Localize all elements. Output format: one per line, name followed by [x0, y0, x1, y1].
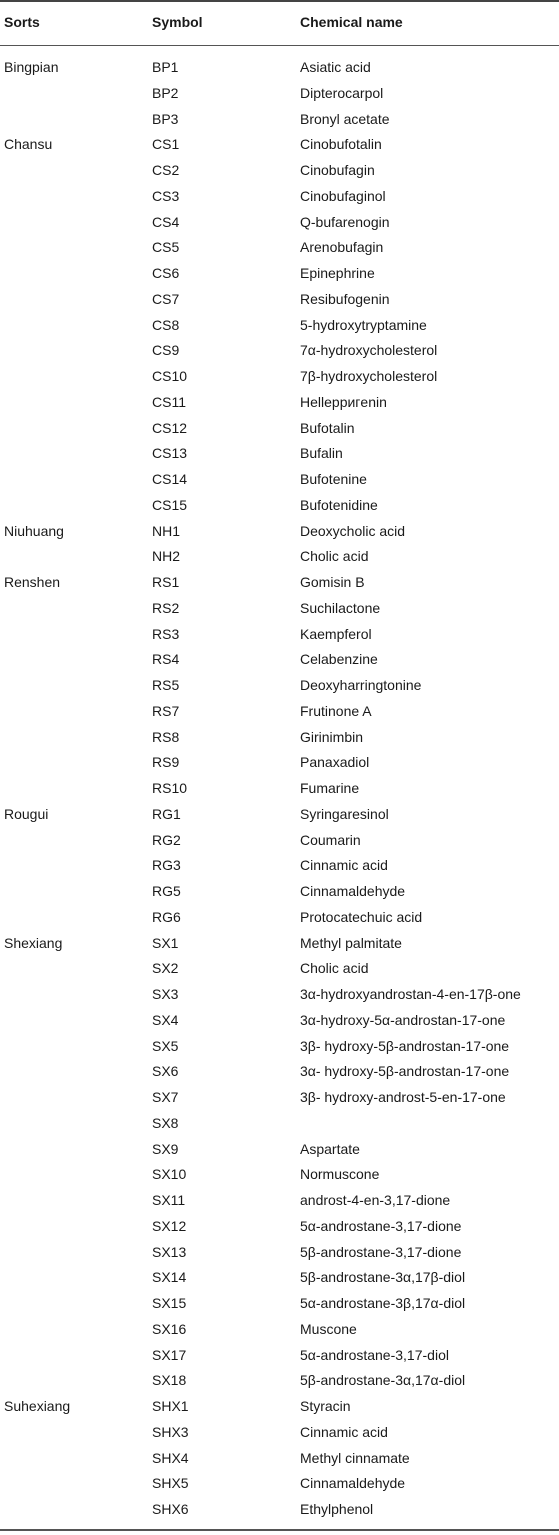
table-row: [0, 571, 559, 597]
table-row: [0, 932, 559, 958]
cell-chemical-name: Cinnamaldehyde: [300, 883, 406, 899]
cell-symbol: SX4: [152, 1011, 179, 1028]
cell-chemical-name: Celabenzine: [300, 651, 378, 668]
cell-sort: Niuhuang: [4, 522, 64, 539]
cell-symbol: BP3: [152, 110, 179, 127]
cell-chemical-name: 3β- hydroxy-androst-5-en-17-one: [300, 1089, 506, 1105]
cell-symbol: CS5: [152, 239, 180, 256]
cell-symbol: SX3: [152, 986, 179, 1002]
cell-chemical-name: Methyl palmitate: [300, 934, 402, 951]
table-row: [0, 545, 559, 571]
cell-chemical-name: Bronyl acetate: [300, 110, 390, 127]
cell-symbol: CS7: [152, 290, 180, 307]
cell-chemical-name: androst-4-en-3,17-dione: [300, 1192, 451, 1208]
cell-chemical-name: Bufotenine: [300, 471, 367, 487]
table-row: [0, 391, 559, 417]
table-row: [0, 1138, 559, 1164]
cell-symbol: CS11: [152, 393, 186, 410]
cell-symbol: RS3: [152, 625, 180, 642]
table-row: [0, 648, 559, 674]
cell-symbol: SHX3: [152, 1423, 189, 1440]
table-row: [0, 623, 559, 649]
cell-symbol: BP2: [152, 84, 179, 101]
table-row: [0, 777, 559, 803]
table-row: [0, 880, 559, 906]
cell-symbol: CS14: [152, 471, 188, 487]
table-row: [0, 133, 559, 159]
cell-symbol: SHX5: [152, 1475, 189, 1492]
cell-symbol: SX12: [152, 1217, 187, 1234]
table-row: [0, 803, 559, 829]
cell-symbol: CS9: [152, 342, 180, 359]
cell-chemical-name: Suchilactone: [300, 599, 381, 616]
cell-symbol: RS5: [152, 677, 180, 693]
table-row: [0, 1369, 559, 1395]
cell-chemical-name: Girinimbin: [300, 728, 364, 745]
cell-chemical-name: 3β- hydroxy-5β-androstan-17-one: [300, 1037, 510, 1054]
cell-chemical-name: 7β-hydroxycholesterol: [300, 368, 438, 384]
cell-symbol: NH1: [152, 522, 181, 539]
table-row: [0, 1241, 559, 1267]
cell-chemical-name: Styracin: [300, 1398, 351, 1414]
cell-chemical-name: Frutinone A: [300, 702, 372, 719]
cell-symbol: RS7: [152, 702, 180, 719]
cell-symbol: RG5: [152, 883, 181, 899]
table-body: [0, 56, 559, 1524]
cell-chemical-name: Asiatic acid: [300, 59, 371, 75]
cell-chemical-name: Panaxadiol: [300, 754, 370, 771]
table-row: [0, 829, 559, 855]
cell-chemical-name: Ethylphenol: [300, 1501, 374, 1517]
cell-chemical-name: Arenobufagin: [300, 239, 384, 256]
cell-chemical-name: 5α-androstane-3,17-diol: [300, 1346, 449, 1363]
cell-symbol: RG1: [152, 805, 181, 822]
cell-sort: Suhexiang: [4, 1398, 71, 1414]
cell-sort: Bingpian: [4, 59, 59, 75]
cell-chemical-name: Cinnamic acid: [300, 857, 388, 874]
cell-symbol: SHX1: [152, 1398, 189, 1414]
cell-chemical-name: Cinobufotalin: [300, 136, 382, 153]
table-row: [0, 494, 559, 520]
cell-chemical-name: Cinobufagin: [300, 162, 375, 178]
cell-symbol: SX2: [152, 960, 179, 977]
table-row: [0, 314, 559, 340]
table-row: [0, 185, 559, 211]
cell-chemical-name: Bufalin: [300, 445, 343, 462]
table-row: [0, 726, 559, 752]
table-row: [0, 1421, 559, 1447]
cell-symbol: CS8: [152, 316, 180, 333]
table-row: [0, 211, 559, 237]
cell-symbol: SHX4: [152, 1449, 189, 1466]
cell-symbol: SX10: [152, 1166, 187, 1183]
table-row: [0, 1447, 559, 1473]
cell-chemical-name: Syringaresinol: [300, 805, 389, 822]
cell-symbol: CS15: [152, 496, 188, 513]
cell-symbol: SX8: [152, 1114, 179, 1131]
table-row: [0, 674, 559, 700]
table-row: [0, 1498, 559, 1524]
cell-chemical-name: Cinobufaginol: [300, 187, 386, 204]
table-row: [0, 700, 559, 726]
cell-chemical-name: 5β-androstane-3α,17β-diol: [300, 1269, 466, 1286]
cell-chemical-name: Cinnamic acid: [300, 1423, 388, 1440]
table-row: [0, 56, 559, 82]
cell-chemical-name: Fumarine: [300, 780, 360, 796]
cell-symbol: RS4: [152, 651, 180, 668]
cell-symbol: RG2: [152, 831, 181, 848]
table-row: [0, 1344, 559, 1370]
cell-symbol: SX5: [152, 1037, 179, 1054]
table-row: [0, 442, 559, 468]
cell-symbol: CS6: [152, 265, 180, 281]
cell-symbol: SX11: [152, 1192, 186, 1208]
table-row: [0, 1266, 559, 1292]
cell-chemical-name: Bufotalin: [300, 419, 355, 436]
table-row: [0, 1009, 559, 1035]
cell-chemical-name: Aspartate: [300, 1140, 360, 1157]
cell-chemical-name: Deoxyharringtonine: [300, 677, 422, 693]
cell-symbol: BP1: [152, 59, 179, 75]
cell-symbol: CS3: [152, 187, 180, 204]
table-header-rule: [0, 45, 559, 46]
cell-chemical-name: 3α-hydroxyandrostan-4-en-17β-one: [300, 986, 521, 1002]
cell-symbol: CS1: [152, 136, 180, 153]
cell-chemical-name: 5α-androstane-3,17-dione: [300, 1217, 462, 1234]
cell-chemical-name: 7α-hydroxycholesterol: [300, 342, 438, 359]
cell-chemical-name: Cholic acid: [300, 548, 369, 565]
cell-symbol: SX6: [152, 1063, 179, 1080]
cell-chemical-name: 5β-androstane-3α,17α-diol: [300, 1372, 466, 1389]
cell-chemical-name: Bufotenidine: [300, 496, 378, 513]
cell-symbol: RS1: [152, 574, 180, 590]
cell-sort: Rougui: [4, 805, 49, 822]
table-row: [0, 262, 559, 288]
cell-chemical-name: 5α-androstane-3β,17α-diol: [300, 1295, 466, 1311]
table-row: [0, 159, 559, 185]
cell-chemical-name: 3α-hydroxy-5α-androstan-17-one: [300, 1011, 506, 1028]
cell-chemical-name: Methyl cinnamate: [300, 1449, 410, 1466]
cell-chemical-name: 5β-androstane-3,17-dione: [300, 1243, 462, 1260]
table-row: [0, 365, 559, 391]
table-row: [0, 288, 559, 314]
table-row: [0, 520, 559, 546]
table-row: [0, 1215, 559, 1241]
table-row: [0, 983, 559, 1009]
table-row: [0, 597, 559, 623]
table-row: [0, 468, 559, 494]
cell-symbol: CS13: [152, 445, 188, 462]
table-row: [0, 1292, 559, 1318]
cell-chemical-name: Cholic acid: [300, 960, 369, 977]
table-row: [0, 417, 559, 443]
cell-symbol: RS10: [152, 780, 188, 796]
cell-chemical-name: Coumarin: [300, 831, 361, 848]
cell-sort: Renshen: [4, 574, 61, 590]
table-row: [0, 82, 559, 108]
cell-chemical-name: 5-hydroxytryptamine: [300, 316, 427, 333]
table-row: [0, 957, 559, 983]
cell-chemical-name: Q-bufarenogin: [300, 213, 390, 230]
header-sorts: Sorts: [4, 14, 40, 30]
cell-symbol: CS12: [152, 419, 188, 436]
cell-symbol: SX13: [152, 1243, 187, 1260]
table-header: [0, 0, 559, 45]
table-row: [0, 1318, 559, 1344]
cell-chemical-name: Hellepригenin: [300, 393, 387, 410]
cell-symbol: SX9: [152, 1140, 179, 1157]
cell-symbol: SX15: [152, 1295, 187, 1311]
cell-chemical-name: Gomisin B: [300, 574, 365, 590]
cell-sort: Chansu: [4, 136, 53, 153]
cell-symbol: SX7: [152, 1089, 179, 1105]
cell-chemical-name: Muscone: [300, 1320, 357, 1337]
table-row: [0, 1035, 559, 1061]
cell-chemical-name: Normuscone: [300, 1166, 380, 1183]
cell-chemical-name: Dipterocarpol: [300, 84, 384, 101]
cell-chemical-name: Deoxycholic acid: [300, 522, 406, 539]
cell-symbol: RG3: [152, 857, 181, 874]
cell-symbol: RS9: [152, 754, 180, 771]
cell-symbol: RG6: [152, 908, 181, 925]
cell-chemical-name: 3α- hydroxy-5β-androstan-17-one: [300, 1063, 510, 1080]
table-row: [0, 1395, 559, 1421]
table-row: [0, 854, 559, 880]
header-symbol: Symbol: [152, 14, 203, 30]
cell-symbol: SX18: [152, 1372, 187, 1389]
table-row: [0, 1112, 559, 1138]
table-row: [0, 108, 559, 134]
table-row: [0, 1189, 559, 1215]
table-row: [0, 1086, 559, 1112]
cell-symbol: SX14: [152, 1269, 187, 1286]
cell-chemical-name: Epinephrine: [300, 265, 375, 281]
table-row: [0, 1060, 559, 1086]
table-row: [0, 751, 559, 777]
cell-symbol: NH2: [152, 548, 181, 565]
table-row: [0, 906, 559, 932]
cell-chemical-name: Protocatechuic acid: [300, 908, 423, 925]
cell-symbol: RS2: [152, 599, 180, 616]
table-bottom-rule: [0, 1529, 559, 1531]
header-chemical-name: Chemical name: [300, 14, 403, 30]
table-row: [0, 339, 559, 365]
cell-symbol: SX17: [152, 1346, 187, 1363]
cell-chemical-name: Kaempferol: [300, 625, 372, 642]
cell-symbol: RS8: [152, 728, 180, 745]
cell-symbol: SX16: [152, 1320, 187, 1337]
cell-symbol: SHX6: [152, 1501, 189, 1517]
cell-symbol: CS2: [152, 162, 180, 178]
cell-chemical-name: Resibufogenin: [300, 290, 390, 307]
cell-symbol: SX1: [152, 934, 179, 951]
cell-chemical-name: Cinnamaldehyde: [300, 1475, 406, 1492]
cell-sort: Shexiang: [4, 934, 63, 951]
cell-symbol: CS4: [152, 213, 180, 230]
table-row: [0, 1472, 559, 1498]
table-row: [0, 236, 559, 262]
table-row: [0, 1163, 559, 1189]
cell-symbol: CS10: [152, 368, 188, 384]
